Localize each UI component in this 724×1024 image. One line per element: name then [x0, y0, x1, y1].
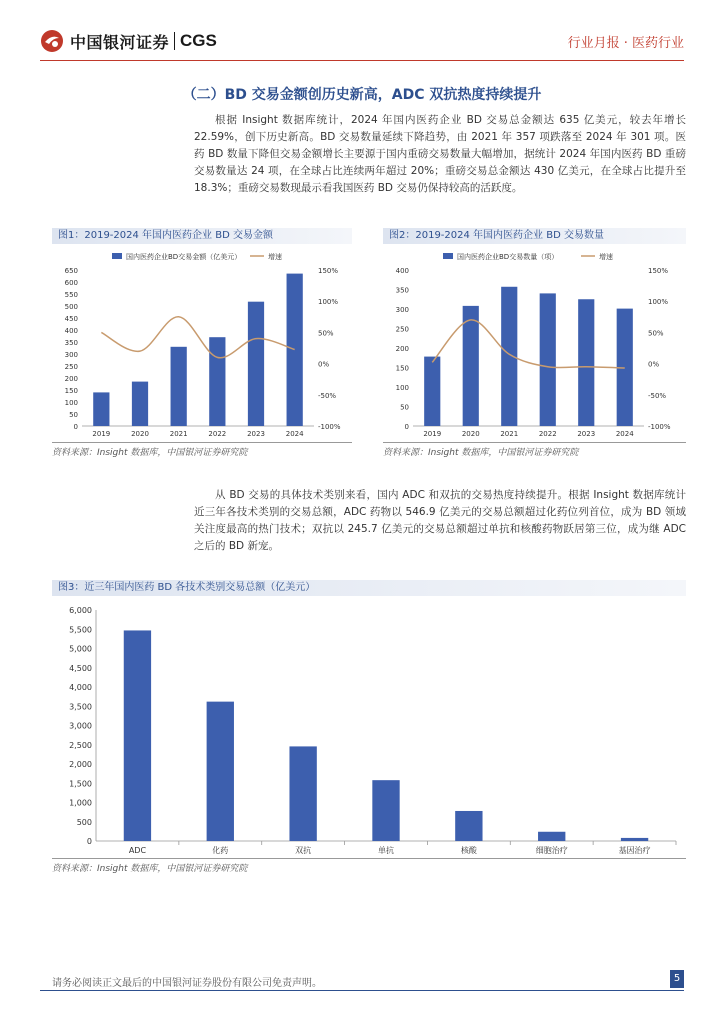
count-ytick-right: -100% — [648, 423, 671, 431]
chart-bd-amount — [52, 246, 356, 442]
amount-ytick-right: 100% — [318, 298, 339, 307]
tech-bar — [621, 838, 648, 841]
amount-ytick-left: 550 — [64, 291, 78, 299]
figure-3-title: 图3：近三年国内医药 BD 各技术类别交易总额（亿美元） — [52, 580, 686, 596]
figure-2-title: 图2：2019-2024 年国内医药企业 BD 交易数量 — [383, 228, 686, 244]
footer-disclaimer: 请务必阅读正文最后的中国银河证券股份有限公司免责声明。 — [52, 978, 322, 989]
count-xtick: 2019 — [423, 430, 442, 438]
tech-bar — [124, 630, 151, 841]
count-bar — [463, 306, 479, 426]
count-ytick-left: 350 — [395, 286, 409, 295]
count-xtick: 2021 — [500, 430, 519, 438]
count-ytick-right: 0% — [648, 360, 660, 369]
count-bar — [578, 299, 594, 426]
amount-ytick-left: 150 — [64, 387, 78, 395]
amount-ytick-left: 300 — [64, 351, 78, 359]
tech-ytick: 2,500 — [69, 740, 92, 750]
tech-bar — [289, 746, 316, 841]
paragraph-2: 从 BD 交易的具体技术类别来看，国内 ADC 和双抗的交易热度持续提升。根据 Insight 数据库统计近三年各技术类别的交易总额，ADC 药物以 546.9 亿美元的交易总额超过化药位列首位，成为 BD 领域关注度最高的热门技术；双抗以 245.7 亿美元的交易总额超过单抗和核酸药物跃居第三位，成为继 ADC 之后的 BD 新宠。 — [194, 489, 686, 552]
count-xtick: 2020 — [461, 430, 480, 438]
header-divider — [40, 60, 684, 61]
tech-xtick: 细胞治疗 — [535, 846, 568, 855]
amount-ytick-left: 0 — [73, 423, 78, 431]
figure-1-source-divider — [52, 442, 352, 443]
amount-ytick-left: 200 — [64, 375, 78, 383]
amount-bar — [171, 347, 187, 426]
section-title: （二）BD 交易金额创历史新高，ADC 双抗热度持续提升 — [182, 87, 542, 103]
company-logo — [40, 26, 217, 56]
count-xtick: 2024 — [615, 430, 634, 438]
tech-ytick: 4,000 — [69, 683, 92, 692]
tech-ytick: 6,000 — [69, 606, 92, 615]
amount-ytick-left: 450 — [64, 315, 78, 323]
tech-bar — [372, 780, 399, 841]
amount-legend-bar-label: 国内医药企业BD交易金额（亿美元） — [126, 253, 242, 261]
count-xtick: 2023 — [577, 430, 596, 438]
tech-ytick: 5,000 — [69, 644, 92, 654]
logo-separator — [174, 32, 175, 50]
footer-divider — [40, 990, 684, 991]
count-ytick-left: 150 — [395, 364, 409, 373]
tech-xtick: 核酸 — [460, 846, 477, 855]
amount-xtick: 2024 — [285, 430, 304, 438]
figure-3-source: 资料来源：Insight 数据库，中国银河证券研究院 — [52, 864, 248, 874]
tech-ytick: 5,500 — [69, 625, 92, 635]
amount-ytick-left: 400 — [64, 327, 78, 335]
report-category: 行业月报 · 医药行业 — [567, 36, 684, 51]
amount-legend-bar-swatch — [112, 253, 122, 259]
amount-xtick: 2019 — [92, 430, 111, 438]
amount-ytick-left: 50 — [69, 411, 78, 419]
tech-ytick: 1,500 — [69, 779, 92, 789]
count-growth-line — [432, 320, 625, 368]
amount-xtick: 2021 — [169, 430, 188, 438]
count-legend-line-label: 增速 — [599, 253, 613, 261]
paragraph-1: 根据 Insight 数据库统计，2024 年国内医药企业 BD 交易总金额达 635 亿美元，较去年增长 22.59%，创下历史新高。BD 交易数量延续下降趋势，由 2021 年 357 项跌落至 2024 年 301 项。医药 BD 数量下降但交易金额增长主要源于国内重磅交易数量大幅增加，据统计 2024 年国内医药 BD 重磅交易数量达 24 项，在全球占比连续两年超过 20%；重磅交易总金额达 430 亿美元，在全球占比提升至 18.3%；重磅交易数现最示看我国医药 BD 交易仍保持较高的活跃度。 — [194, 114, 686, 194]
figure-1-source: 资料来源：Insight 数据库，中国银河证券研究院 — [52, 448, 248, 458]
galaxy-logo-icon — [40, 29, 64, 53]
tech-xtick: 化药 — [212, 846, 229, 855]
logo-chinese-name: 中国银河证券 — [70, 32, 170, 52]
amount-ytick-left: 100 — [64, 399, 78, 407]
tech-ytick: 500 — [76, 817, 92, 827]
chart-tech-category — [52, 598, 686, 858]
page-number: 5 — [670, 970, 684, 988]
tech-xtick: ADC — [128, 846, 147, 855]
tech-ytick: 3,000 — [69, 721, 92, 731]
amount-ytick-left: 650 — [64, 267, 78, 275]
amount-ytick-left: 600 — [64, 279, 78, 287]
amount-xtick: 2022 — [208, 430, 227, 438]
count-ytick-right: 100% — [648, 298, 669, 307]
tech-bar — [538, 832, 565, 841]
tech-ytick: 1,000 — [69, 798, 92, 808]
tech-xtick: 双抗 — [295, 846, 312, 855]
count-ytick-left: 0 — [404, 423, 409, 431]
tech-xtick: 单抗 — [378, 846, 394, 855]
tech-bar — [455, 811, 482, 841]
count-bar — [501, 287, 517, 426]
logo-english-name: CGS — [180, 31, 217, 50]
count-ytick-left: 100 — [395, 384, 409, 392]
tech-bar — [207, 702, 234, 841]
amount-ytick-right: 0% — [318, 360, 330, 369]
amount-legend-line-label: 增速 — [268, 253, 282, 261]
amount-ytick-left: 500 — [64, 303, 78, 311]
count-ytick-left: 400 — [395, 267, 409, 275]
count-bar — [540, 293, 556, 426]
amount-xtick: 2023 — [247, 430, 265, 438]
count-bar — [424, 357, 440, 426]
count-ytick-right: 50% — [648, 329, 664, 338]
page-header — [0, 0, 724, 62]
amount-ytick-right: -100% — [318, 423, 341, 431]
amount-bar — [132, 382, 148, 426]
count-ytick-right: 150% — [648, 267, 669, 275]
figure-3-source-divider — [52, 858, 686, 859]
tech-ytick: 4,500 — [69, 663, 92, 673]
tech-ytick: 0 — [86, 837, 92, 846]
count-ytick-left: 200 — [395, 345, 409, 353]
chart-bd-count — [383, 246, 686, 442]
figure-1-title: 图1：2019-2024 年国内医药企业 BD 交易金额 — [52, 228, 352, 244]
amount-bar — [209, 337, 225, 426]
amount-ytick-right: 150% — [318, 267, 339, 275]
amount-bar — [248, 302, 264, 426]
count-ytick-right: -50% — [648, 391, 667, 400]
figure-2-source: 资料来源：Insight 数据库，中国银河证券研究院 — [383, 448, 579, 458]
tech-xtick: 基因治疗 — [618, 846, 651, 855]
count-ytick-left: 50 — [400, 403, 409, 412]
count-legend-bar-label: 国内医药企业BD交易数量（项） — [457, 253, 559, 261]
tech-ytick: 3,500 — [69, 702, 92, 712]
amount-ytick-left: 350 — [64, 339, 78, 347]
amount-bar — [93, 392, 109, 426]
tech-ytick: 2,000 — [69, 760, 92, 769]
amount-xtick: 2020 — [131, 430, 149, 438]
figure-2-source-divider — [383, 442, 686, 443]
amount-ytick-right: -50% — [318, 391, 337, 400]
count-ytick-left: 250 — [395, 325, 409, 334]
count-xtick: 2022 — [538, 430, 557, 438]
count-legend-bar-swatch — [443, 253, 453, 259]
amount-ytick-left: 250 — [64, 363, 78, 371]
amount-ytick-right: 50% — [318, 329, 334, 338]
count-ytick-left: 300 — [395, 306, 409, 314]
amount-growth-line — [101, 317, 294, 358]
amount-bar — [287, 274, 303, 426]
